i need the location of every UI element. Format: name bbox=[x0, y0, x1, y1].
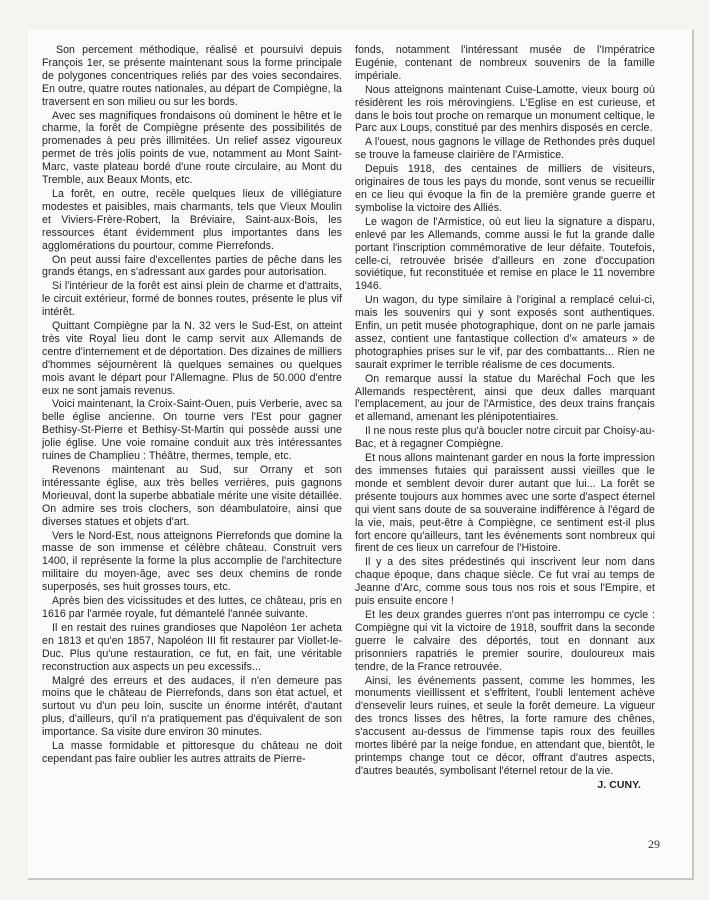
paragraph: Malgré des erreurs et des audaces, il n'en demeure pas moins que le château de Pierrefonds, dans son état actuel, et surtout vu d'un peu loin, suscite un énorme intérêt, d'autant plus, d'ailleurs, qu'il n'a pratiquement pas d'équivalent de son importance. Sa visite dure environ 30 minutes. bbox=[42, 674, 342, 739]
paragraph: Vers le Nord-Est, nous atteignons Pierrefonds que domine la masse de son immense et célèbre château. Construit vers 1400, il représente la forme la plus accomplie de l'architecture militaire du moyen-âge, avec ses deux chemins de ronde superposés, ses huit grosses tours, etc. bbox=[42, 529, 342, 594]
magazine-page bbox=[28, 30, 694, 880]
right-column bbox=[355, 44, 655, 793]
paragraph: Si l'intérieur de la forêt est ainsi plein de charme et d'attraits, le circuit extérieur, formé de bonnes routes, présente le plus vif intérêt. bbox=[42, 280, 342, 319]
paragraph: Ainsi, les événements passent, comme les hommes, les monuments vieillissent et s'effritent, l'oubli lentement achève d'ensevelir leurs ruines, et seule la forêt demeure. La vigueur des troncs lisses des hêtres, la forte ramure des chênes, s'accusent au-dessus de l'immense tapis roux des feuilles mortes libéré par la neige fondue, en attendant que, bientôt, le printemps change tout ce décor, offrant d'autres aspects, d'autres beautés, symbolisant l'éternel retour de la vie. bbox=[355, 674, 655, 777]
paragraph: On remarque aussi la statue du Maréchal Foch que les Allemands respectèrent, ainsi que deux dalles marquant l'emplacement, au jour de l'Armistice, des deux trains français et allemand, amenant les plénipotentiaires. bbox=[355, 372, 655, 424]
paragraph: La forêt, en outre, recèle quelques lieux de villégiature modestes et paisibles, mais charmants, tels que Vieux Moulin et Viviers-Frère-Robert, la Bréviaire, Saint-aux-Bois, les ressources étant évidemment plus importantes dans les agglomérations du pourtour, comme Pierrefonds. bbox=[42, 187, 342, 252]
paragraph: Après bien des vicissitudes et des luttes, ce château, pris en 1616 par l'armée royale, fut démantelé l'année suivante. bbox=[42, 595, 342, 620]
paragraph: Revenons maintenant au Sud, sur Orrany et son intéressante église, aux très belles verrières, puis gagnons Morieuval, dont la superbe abbatiale mérite une visite détaillée. On admire ses trois clochers, son déambulatoire, ainsi que diverses statues et objets d'art. bbox=[42, 464, 342, 528]
paragraph: Il y a des sites prédestinés qui inscrivent leur nom dans chaque époque, dans chaque siècle. Ce fut vrai au temps de Jeanne d'Arc, comme sous tous nos rois et sous l'Empire, et puis ensuite encore ! bbox=[355, 556, 655, 608]
paragraph: A l'ouest, nous gagnons le village de Rethondes près duquel se trouve la fameuse clairière de l'Armistice. bbox=[355, 136, 655, 162]
paragraph: Quittant Compiègne par la N. 32 vers le Sud-Est, on atteint très vite Royal lieu dont le camp servit aux Allemands de centre d'internement et de déportation. Des dizaines de milliers d'hommes séjournèrent là quelques semaines ou quelques mois avant le départ pour l'Allemagne. Plus de 50.000 d'entre eux ne sont jamais revenus. bbox=[42, 320, 342, 397]
paragraph: Son percement méthodique, réalisé et poursuivi depuis François 1er, se présente maintenant sous la forme principale de polygones concentriques reliés par des voies secondaires. En outre, quatre routes nationales, au départ de Compiègne, la traversent en son milieu ou sur les bords. bbox=[42, 44, 342, 108]
paragraph: Le wagon de l'Armistice, où eut lieu la signature a disparu, enlevé par les Allemands, comme aussi le fut la grande dalle portant l'inscription commémorative de leur défaite. Toutefois, celle-ci, retrouvée brisée d'ailleurs en zone d'occupation soviétique, fut reconstituée et remise en place le 11 novembre 1946. bbox=[355, 215, 655, 293]
paragraph: Et nous allons maintenant garder en nous la forte impression des immenses futaies qui paraissent aussi vieilles que le monde et semblent devoir durer autant que lui... La forêt se présente toujours aux hommes avec une sorte d'aspect éternel qui vient sans doute de sa souveraine indifférence à l'égard de la vie, mais, peut-être à Compiègne, ce sentiment est-il plus fort encore qu'ailleurs, tant les événements sont nombreux qui firent de ces lieux un carrefour de l'Histoire. bbox=[355, 452, 655, 555]
paragraph: Nous atteignons maintenant Cuise-Lamotte, vieux bourg où résidèrent les rois mérovingiens. L'Eglise en est curieuse, et dans le bois tout proche on remarque un monument celtique, le Parc aux Loups, constitué par des menhirs disposés en cercle. bbox=[355, 83, 655, 135]
paragraph: On peut aussi faire d'excellentes parties de pêche dans les grands étangs, en s'adressant aux gardes pour autorisation. bbox=[42, 253, 342, 279]
author-signature: J. CUNY. bbox=[597, 778, 641, 791]
paragraph: Voici maintenant, la Croix-Saint-Ouen, puis Verberie, avec sa belle église ancienne. On tourne vers l'Est pour gagner Bethisy-St-Pierre et Bethisy-St-Martin qui possède aussi une jolie église. Une voie romaine conduit aux très intéressantes ruines de Champlieu : Théâtre, thermes, temple, etc. bbox=[42, 398, 342, 463]
paragraph: Et les deux grandes guerres n'ont pas interrompu ce cycle : Compiègne qui vit la victoire de 1918, souffrit dans la seconde guerre le calvaire des déportés, tout en donnant aux prisonniers rapatriés le premier sourire, douloureux mais tendre, de la France retrouvée. bbox=[355, 608, 655, 673]
left-column bbox=[42, 44, 342, 767]
paragraph: fonds, notamment l'intéressant musée de l'Impératrice Eugénie, contenant de nombreux souvenirs de la famille impériale. bbox=[355, 44, 655, 82]
paragraph: Un wagon, du type similaire à l'original a remplacé celui-ci, mais les souvenirs qui y sont exposés sont authentiques. Enfin, un petit musée photographique, dont on ne parle jamais assez, contient une fantastique collection d'« amateurs » de photographies prises sur le vif, par des combattants... Rien ne saurait exprimer le terrible réalisme de ces documents. bbox=[355, 294, 655, 371]
paragraph: Avec ses magnifiques frondaisons où dominent le hêtre et le charme, la forêt de Compiègne présente des possibilités de promenades à peu près illimitées. Un relief assez vigoureux permet de très jolis points de vue, notamment au Mont Saint-Marc, vaste plateau bordé d'une route circulaire, au Mont du Tremble, aux Beaux Monts, etc. bbox=[42, 109, 342, 187]
page-number: 29 bbox=[648, 837, 660, 851]
paragraph: Il ne nous reste plus qu'à boucler notre circuit par Choisy-au-Bac, et à regagner Compiègne. bbox=[355, 425, 655, 451]
paragraph: Depuis 1918, des centaines de milliers de visiteurs, originaires de tous les pays du monde, sont venus se recueillir en ce lieu qui évoque la fin de la première grande guerre et symbolise la victoire des Alliés. bbox=[355, 163, 655, 214]
paragraph: Il en restait des ruines grandioses que Napoléon 1er acheta en 1813 et qu'en 1857, Napoléon III fit restaurer par Viollet-le-Duc. Plus qu'une restauration, ce fut, en fait, une véritable reconstruction aux aspects un peu excessifs... bbox=[42, 621, 342, 673]
paragraph: La masse formidable et pittoresque du château ne doit cependant pas faire oublier les autres attraits de Pierre- bbox=[42, 740, 342, 765]
